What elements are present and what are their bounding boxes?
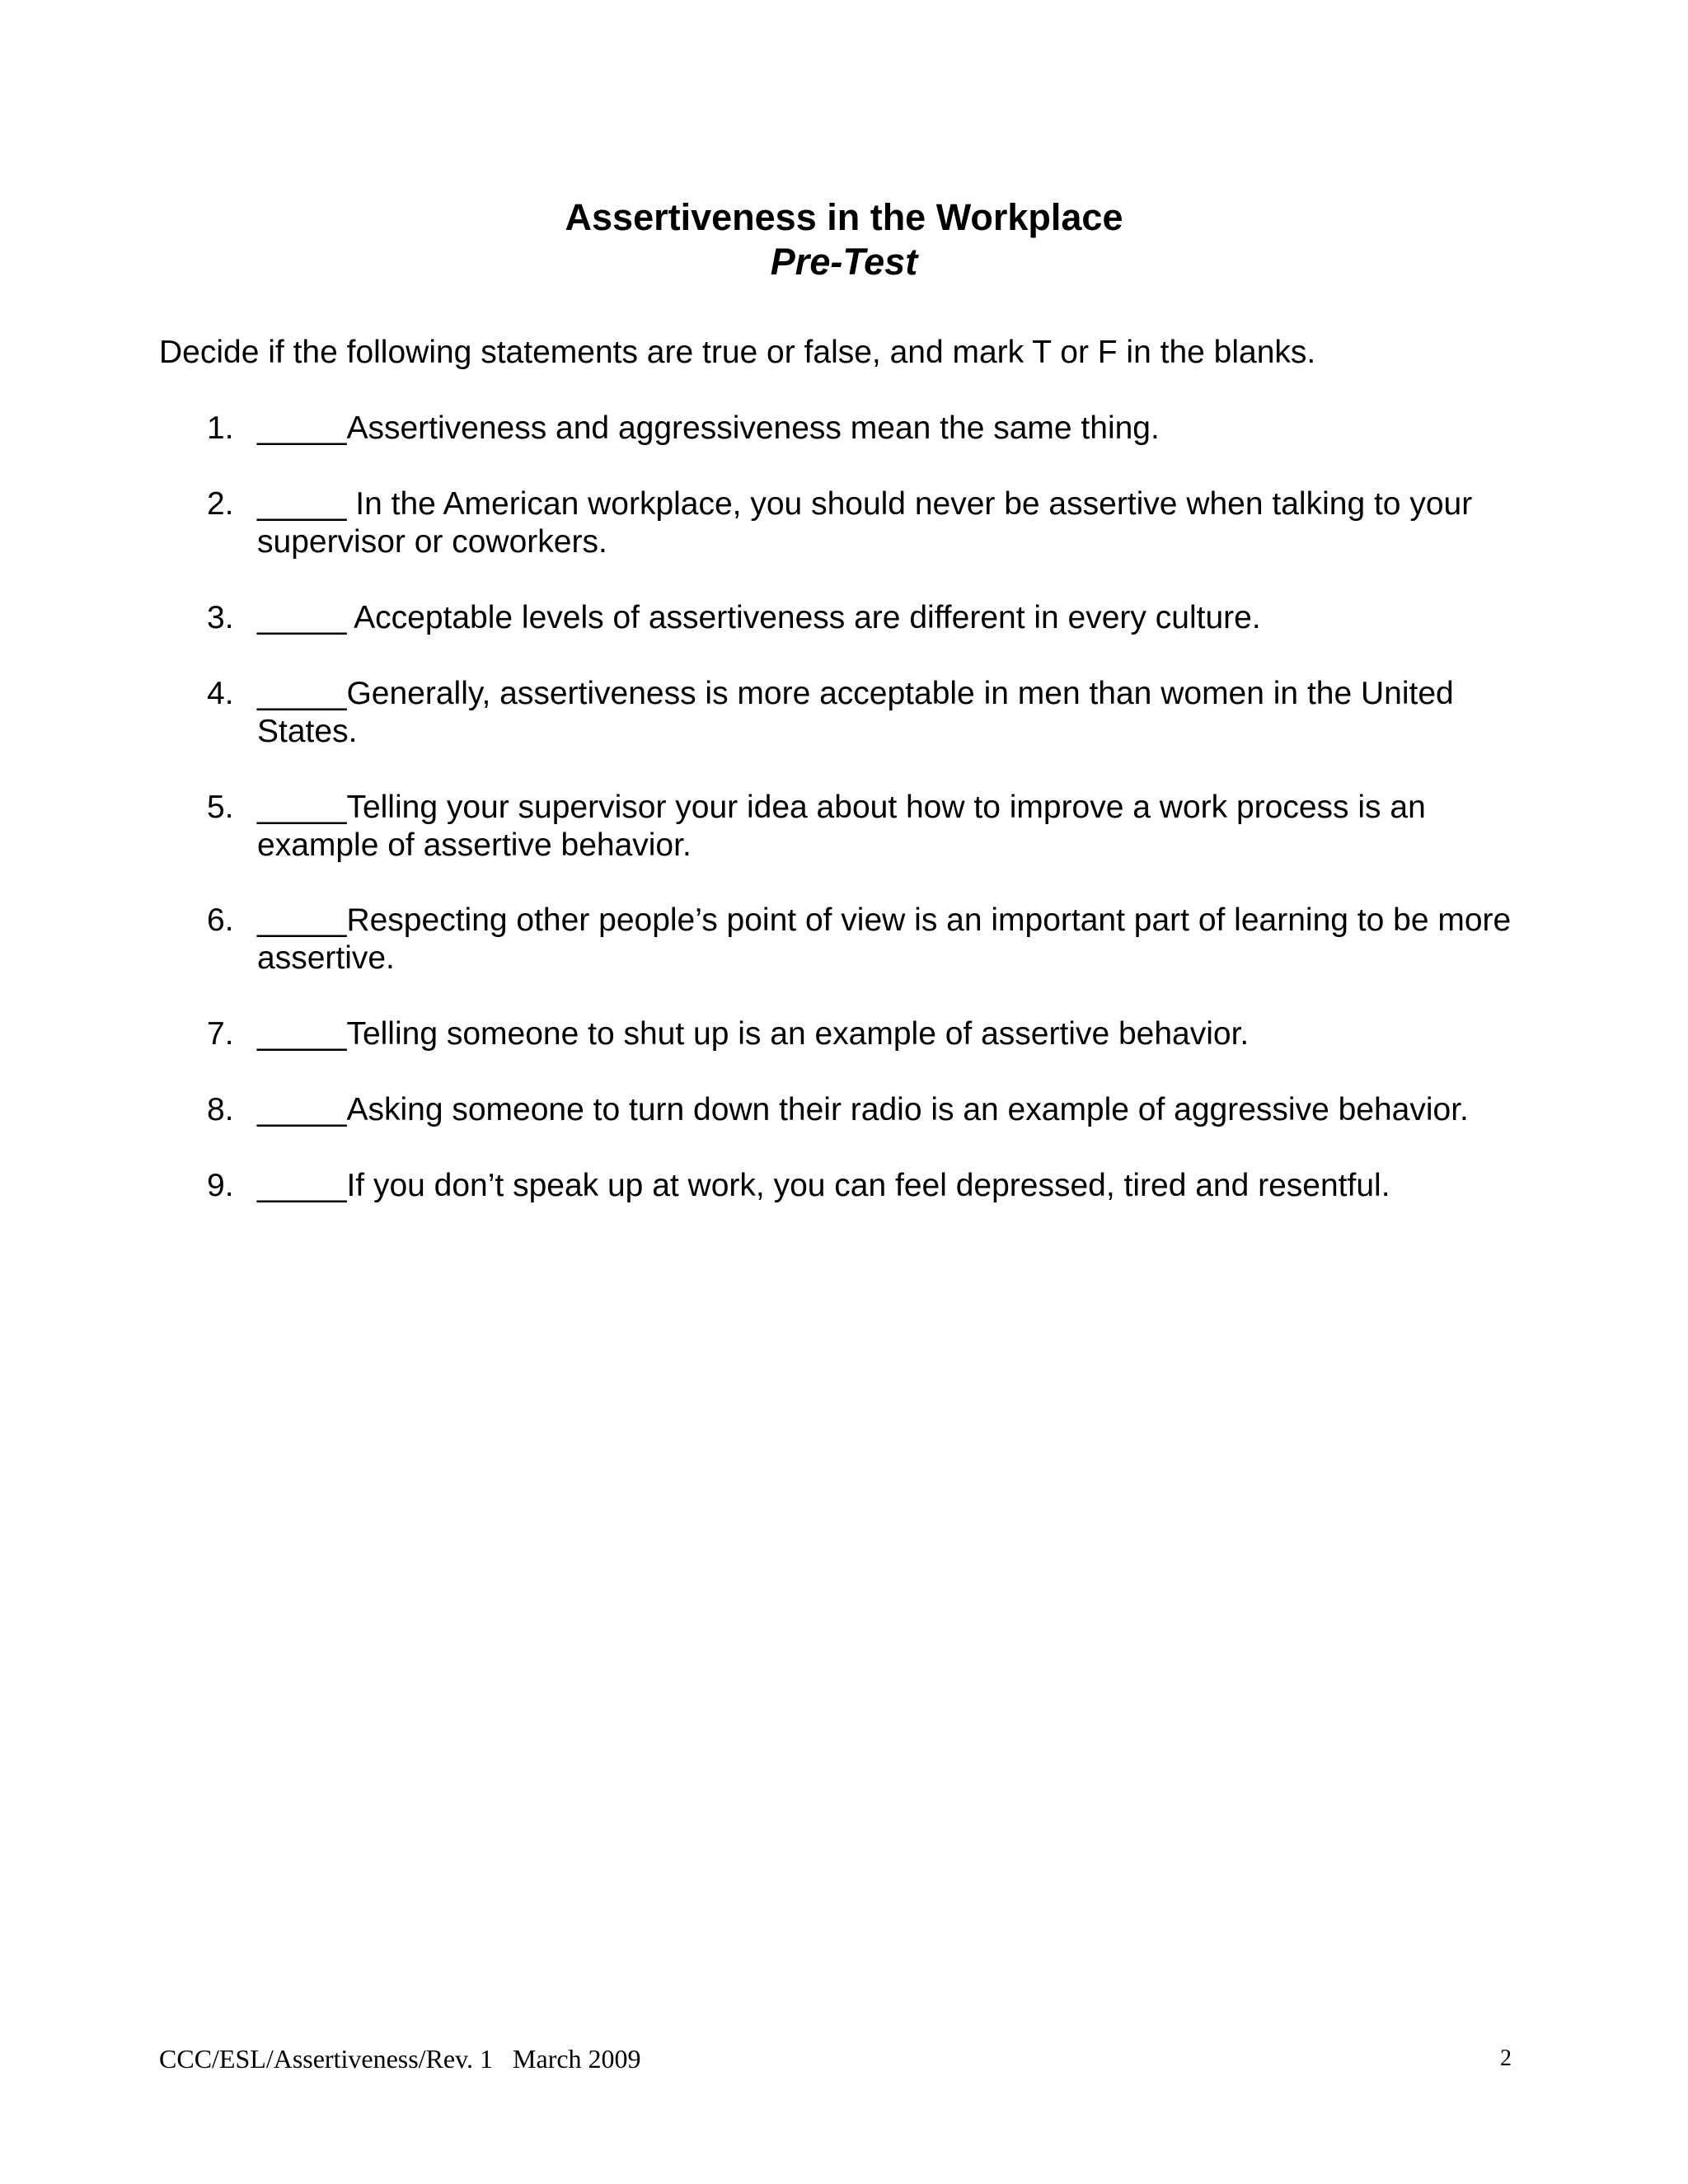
question-body xyxy=(257,599,1518,637)
question-body xyxy=(257,1091,1518,1129)
question-number: 2. xyxy=(207,486,234,522)
answer-blank[interactable]: _____ xyxy=(257,790,347,825)
question-body xyxy=(257,485,1518,561)
question-text: Acceptable levels of assertiveness are different in every culture. xyxy=(346,600,1261,635)
answer-blank[interactable]: _____ xyxy=(257,902,347,938)
question-text: Telling your supervisor your idea about how to improve a work process is an example of assertive behavior. xyxy=(257,790,1426,863)
page-subtitle: Pre-Test xyxy=(770,241,918,283)
question-text: In the American workplace, you should never be assertive when talking to your supervisor or coworkers. xyxy=(257,486,1473,560)
question-number: 6. xyxy=(207,902,234,938)
question-number: 4. xyxy=(207,676,234,711)
question-body xyxy=(257,789,1518,865)
answer-blank[interactable]: _____ xyxy=(257,486,347,522)
answer-blank[interactable]: _____ xyxy=(257,1016,347,1052)
question-text: Assertiveness and aggressiveness mean the same thing. xyxy=(346,410,1160,446)
answer-blank[interactable]: _____ xyxy=(257,1092,347,1127)
question-number: 1. xyxy=(207,410,234,446)
question-text: Generally, assertiveness is more acceptable in men than women in the United States. xyxy=(257,676,1454,749)
footer-document-id: CCC/ESL/Assertiveness/Rev. 1 March 2009 xyxy=(159,2044,641,2074)
question-text: Asking someone to turn down their radio is an example of aggressive behavior. xyxy=(346,1092,1469,1127)
page-title: Assertiveness in the Workplace xyxy=(565,196,1123,238)
question-body xyxy=(257,1167,1518,1205)
question-number: 3. xyxy=(207,600,234,635)
question-number: 5. xyxy=(207,790,234,825)
instructions: Decide if the following statements are true or false, and mark T or F in the blanks. xyxy=(159,335,1316,370)
question-number: 7. xyxy=(207,1016,234,1052)
answer-blank[interactable]: _____ xyxy=(257,676,347,711)
question-body xyxy=(257,902,1518,977)
question-number: 8. xyxy=(207,1092,234,1127)
footer-page-number: 2 xyxy=(1500,2046,1512,2071)
question-body xyxy=(257,410,1518,448)
question-body xyxy=(257,1015,1518,1053)
question-text: Telling someone to shut up is an example of assertive behavior. xyxy=(346,1016,1250,1052)
question-text: If you don’t speak up at work, you can feel depressed, tired and resentful. xyxy=(346,1168,1390,1203)
question-text: Respecting other people’s point of view is an important part of learning to be more assertive. xyxy=(257,902,1512,976)
answer-blank[interactable]: _____ xyxy=(257,410,347,446)
answer-blank[interactable]: _____ xyxy=(257,600,347,635)
question-body xyxy=(257,675,1518,751)
answer-blank[interactable]: _____ xyxy=(257,1168,347,1203)
question-number: 9. xyxy=(207,1168,234,1203)
